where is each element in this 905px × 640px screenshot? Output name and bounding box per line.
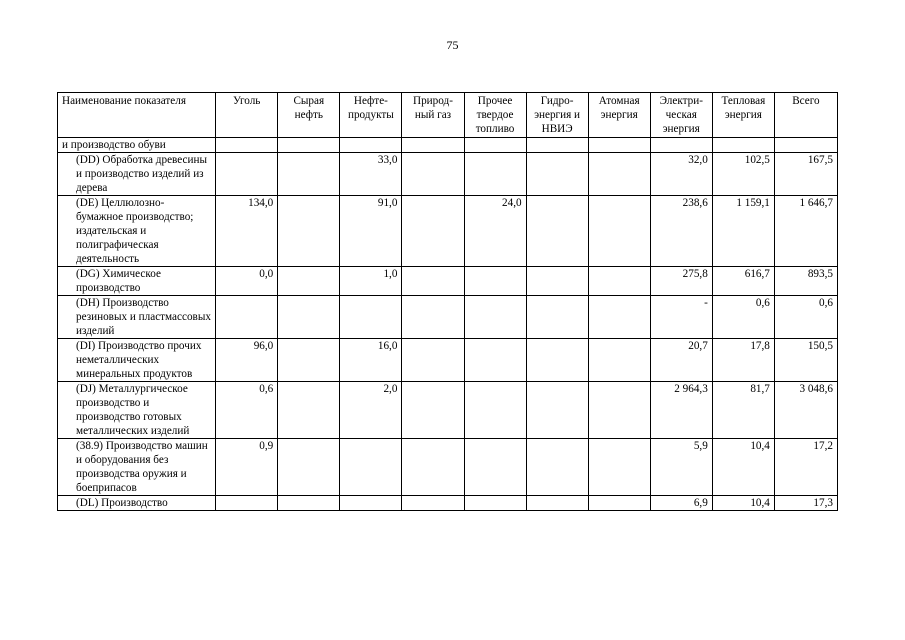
table-cell: 6,9	[650, 496, 712, 511]
table-cell: 17,2	[774, 439, 837, 496]
table-cell: 33,0	[340, 153, 402, 196]
table-cell	[402, 339, 464, 382]
table-cell: 17,8	[712, 339, 774, 382]
row-indicator-name: (DG) Химическое производство	[58, 267, 216, 296]
table-cell: 238,6	[650, 196, 712, 267]
header-total: Всего	[774, 93, 837, 138]
table-row	[58, 196, 838, 267]
header-oil-products: Нефте-продукты	[340, 93, 402, 138]
table-cell: 275,8	[650, 267, 712, 296]
table-cell	[526, 267, 588, 296]
header-hydro-renewables: Гидро-энергия и НВИЭ	[526, 93, 588, 138]
table-row	[58, 296, 838, 339]
table-cell: 893,5	[774, 267, 837, 296]
table-cell	[526, 382, 588, 439]
row-indicator-name: (DL) Производство	[58, 496, 216, 511]
row-indicator-name: (DJ) Металлургическое производство и производство готовых металлических изделий	[58, 382, 216, 439]
table-cell	[526, 339, 588, 382]
table-cell: 10,4	[712, 439, 774, 496]
table-cell	[402, 153, 464, 196]
table-row	[58, 138, 838, 153]
table-cell: 2,0	[340, 382, 402, 439]
table-row	[58, 439, 838, 496]
table-cell	[588, 138, 650, 153]
table-cell	[402, 296, 464, 339]
header-electricity: Электри-ческая энергия	[650, 93, 712, 138]
energy-balance-table	[57, 92, 838, 511]
table-cell	[464, 267, 526, 296]
table-cell	[774, 138, 837, 153]
table-cell	[464, 138, 526, 153]
table-cell	[278, 196, 340, 267]
table-row	[58, 153, 838, 196]
table-cell	[650, 138, 712, 153]
table-cell	[588, 382, 650, 439]
table-cell: 32,0	[650, 153, 712, 196]
table-cell	[278, 153, 340, 196]
table-cell: 81,7	[712, 382, 774, 439]
table-cell	[216, 153, 278, 196]
row-indicator-name: (DD) Обработка древесины и производство изделий из дерева	[58, 153, 216, 196]
row-indicator-name: и производство обуви	[58, 138, 216, 153]
table-cell	[464, 339, 526, 382]
table-cell	[526, 138, 588, 153]
row-indicator-name: (DI) Производство прочих неметаллических минеральных продуктов	[58, 339, 216, 382]
table-cell: 91,0	[340, 196, 402, 267]
table-cell	[712, 138, 774, 153]
header-crude-oil: Сырая нефть	[278, 93, 340, 138]
table-cell	[526, 296, 588, 339]
table-cell	[216, 296, 278, 339]
header-indicator-name: Наименование показателя	[58, 93, 216, 138]
table-cell	[402, 496, 464, 511]
table-row	[58, 382, 838, 439]
table-cell	[340, 138, 402, 153]
table-cell	[340, 439, 402, 496]
table-cell: 1 646,7	[774, 196, 837, 267]
table-cell: 150,5	[774, 339, 837, 382]
table-cell	[402, 439, 464, 496]
header-natural-gas: Природ-ный газ	[402, 93, 464, 138]
page-number: 75	[446, 38, 459, 52]
table-row	[58, 339, 838, 382]
table-cell	[278, 382, 340, 439]
table-row	[58, 496, 838, 511]
table-cell: 0,0	[216, 267, 278, 296]
table-cell	[402, 138, 464, 153]
table-cell	[464, 439, 526, 496]
table-cell	[464, 382, 526, 439]
table-cell	[588, 196, 650, 267]
table-cell	[340, 496, 402, 511]
table-cell	[402, 382, 464, 439]
table-cell: 134,0	[216, 196, 278, 267]
table-cell	[464, 496, 526, 511]
table-cell	[278, 439, 340, 496]
table-row	[58, 267, 838, 296]
table-cell: 96,0	[216, 339, 278, 382]
table-cell	[278, 296, 340, 339]
table-cell	[526, 439, 588, 496]
table-cell: 2 964,3	[650, 382, 712, 439]
table-cell	[278, 339, 340, 382]
table-cell: 16,0	[340, 339, 402, 382]
row-indicator-name: (38.9) Производство машин и оборудования без производства оружия и боеприпасов	[58, 439, 216, 496]
table-cell: 3 048,6	[774, 382, 837, 439]
row-indicator-name: (DH) Производство резиновых и пластмассовых изделий	[58, 296, 216, 339]
table-cell: 0,9	[216, 439, 278, 496]
header-coal: Уголь	[216, 93, 278, 138]
table-cell: -	[650, 296, 712, 339]
table-cell: 24,0	[464, 196, 526, 267]
table-header-row	[58, 93, 838, 138]
table-cell: 20,7	[650, 339, 712, 382]
table-cell: 167,5	[774, 153, 837, 196]
table-cell	[402, 267, 464, 296]
table-cell	[278, 267, 340, 296]
table-cell	[588, 439, 650, 496]
table-cell	[278, 138, 340, 153]
header-other-solid-fuel: Прочее твердое топливо	[464, 93, 526, 138]
table-cell	[464, 296, 526, 339]
table-cell	[588, 153, 650, 196]
table-cell: 1,0	[340, 267, 402, 296]
table-cell	[464, 153, 526, 196]
table-cell	[526, 153, 588, 196]
header-heat: Тепловая энергия	[712, 93, 774, 138]
table-cell: 10,4	[712, 496, 774, 511]
table-cell: 17,3	[774, 496, 837, 511]
table-cell	[278, 496, 340, 511]
row-indicator-name: (DE) Целлюлозно-бумажное производство; издательская и полиграфическая деятельность	[58, 196, 216, 267]
table-cell	[216, 138, 278, 153]
table-cell	[526, 196, 588, 267]
table-cell	[588, 339, 650, 382]
table-cell	[402, 196, 464, 267]
table-cell: 0,6	[774, 296, 837, 339]
table-cell: 5,9	[650, 439, 712, 496]
header-nuclear: Атомная энергия	[588, 93, 650, 138]
table-cell: 616,7	[712, 267, 774, 296]
table-cell	[588, 296, 650, 339]
table-cell: 102,5	[712, 153, 774, 196]
table-cell	[588, 496, 650, 511]
table-cell	[588, 267, 650, 296]
table-cell	[216, 496, 278, 511]
table-cell: 1 159,1	[712, 196, 774, 267]
table-body	[58, 138, 838, 511]
table-cell: 0,6	[216, 382, 278, 439]
table-cell	[526, 496, 588, 511]
table-cell	[340, 296, 402, 339]
table-cell: 0,6	[712, 296, 774, 339]
